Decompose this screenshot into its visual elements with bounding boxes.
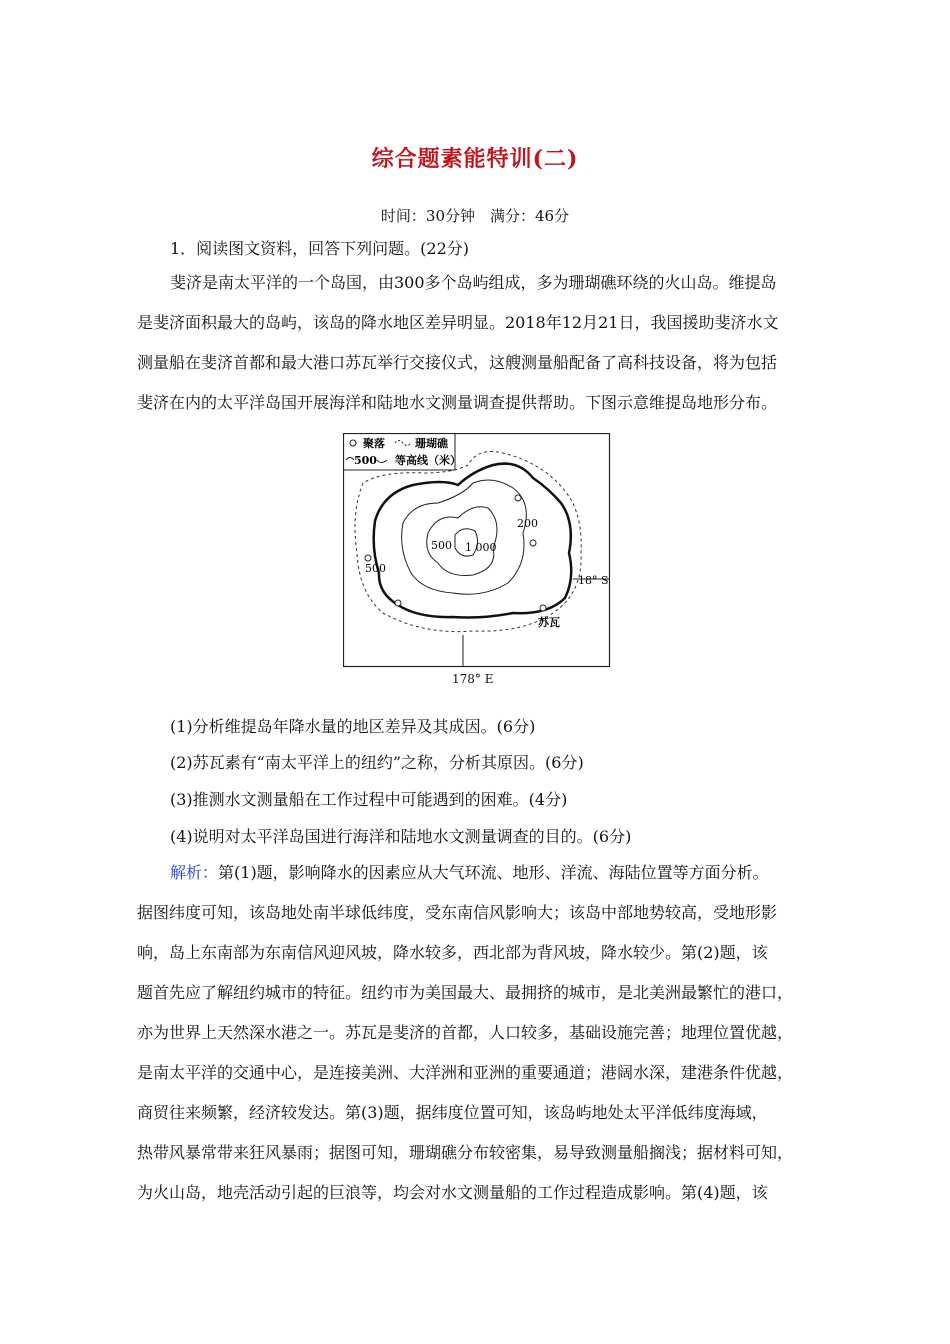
settlement-legend-icon	[350, 440, 356, 446]
passage-line: 斐济是南太平洋的一个岛国，由300多个岛屿组成，多为珊瑚礁环绕的火山岛。维提岛	[170, 273, 777, 292]
legend-reef-label: 珊瑚礁	[415, 437, 448, 450]
label-500: 500	[431, 539, 452, 552]
analysis-text: 第(1)题，影响降水的因素应从大气环流、地形、洋流、海陆位置等方面分析。	[218, 863, 769, 882]
question-item: (4)说明对太平洋岛国进行海洋和陆地水文测量调查的目的。(6分)	[170, 827, 632, 846]
question-item: (3)推测水文测量船在工作过程中可能遇到的困难。(4分)	[170, 790, 568, 809]
legend-contour-label: 等高线（米）	[395, 454, 461, 467]
label-1000: 1 000	[465, 541, 497, 554]
analysis-line: 响，岛上东南部为东南信风迎风坡，降水较多，西北部为背风坡，降水较少。第(2)题，该	[137, 943, 768, 962]
reef-legend-icon	[395, 441, 411, 446]
analysis-first-line	[170, 862, 860, 884]
analysis-line: 亦为世界上天然深水港之一。苏瓦是斐济的首都，人口较多，基础设施完善；地理位置优越，	[137, 1023, 794, 1042]
label-500: 500	[365, 562, 386, 575]
passage-line: 斐济在内的太平洋岛国开展海洋和陆地水文测量调查提供帮助。下图示意维提岛地形分布。	[137, 393, 778, 412]
contour-200	[402, 480, 527, 594]
question-1-heading: 1．阅读图文资料，回答下列问题。(22分)	[170, 239, 470, 258]
page-title: 综合题素能特训(二)	[371, 146, 579, 172]
legend-settlement-label: 聚落	[363, 437, 385, 450]
label-200: 200	[517, 517, 538, 530]
legend-contour-value: 500	[354, 454, 377, 467]
map-legend	[346, 436, 461, 467]
analysis-line: 商贸往来频繁，经济较发达。第(3)题，据纬度位置可知，该岛屿地处太平洋低纬度海域，	[137, 1103, 768, 1122]
analysis-line: 热带风暴常带来狂风暴雨；据图可知，珊瑚礁分布较密集，易导致测量船搁浅；据材料可知，	[137, 1143, 794, 1162]
label-suva: 苏瓦	[538, 616, 560, 629]
time-score-info: 时间：30分钟 满分：46分	[380, 207, 570, 225]
analysis-line: 是南太平洋的交通中心，是连接美洲、大洋洲和亚洲的重要通道；港阔水深，建港条件优越，	[137, 1063, 794, 1082]
viti-levu-topographic-map	[343, 433, 612, 669]
longitude-label: 178° E	[452, 672, 494, 686]
question-item: (1)分析维提岛年降水量的地区差异及其成因。(6分)	[170, 717, 536, 736]
contour-legend-icon	[346, 458, 354, 461]
analysis-line: 题首先应了解纽约城市的特征。纽约市为美国最大、最拥挤的城市，是北美洲最繁忙的港口，	[137, 983, 794, 1002]
analysis-line: 为火山岛，地壳活动引起的巨浪等，均会对水文测量船的工作过程造成影响。第(4)题，该	[137, 1183, 768, 1202]
passage-line: 测量船在斐济首都和最大港口苏瓦举行交接仪式，这艘测量船配备了高科技设备，将为包括	[137, 353, 778, 372]
passage-line: 是斐济面积最大的岛屿，该岛的降水地区差异明显。2018年12月21日，我国援助斐济水文	[137, 313, 779, 332]
analysis-line: 据图纬度可知，该岛地处南半球低纬度，受东南信风影响大；该岛中部地势较高，受地形影	[137, 903, 778, 922]
question-item: (2)苏瓦素有“南太平洋上的纽约”之称，分析其原因。(6分)	[170, 753, 584, 772]
analysis-label: 解析：	[170, 863, 219, 882]
latitude-label: 18° S	[578, 574, 609, 587]
